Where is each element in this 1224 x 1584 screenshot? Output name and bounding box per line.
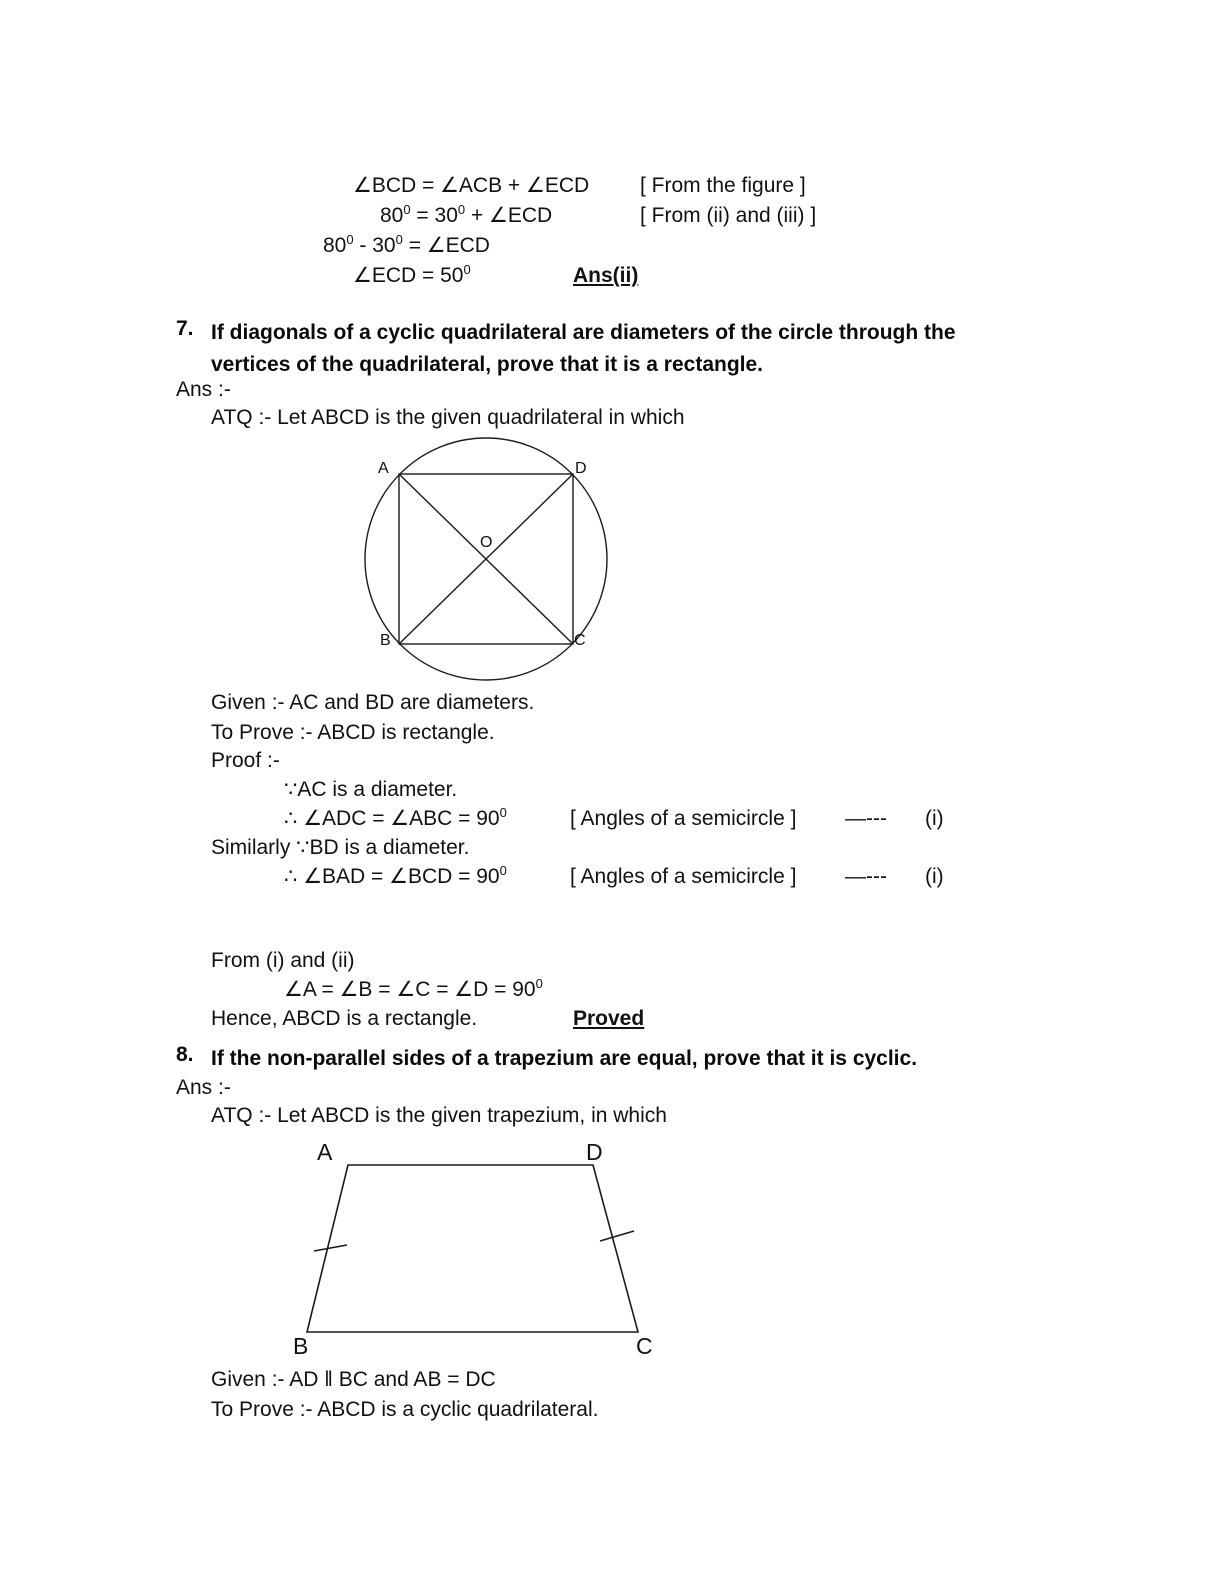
derivation-line-1-statement: ∠BCD = ∠ACB + ∠ECD — [353, 174, 590, 197]
vertex-label-b: B — [380, 632, 391, 649]
answer-tag-ans-ii: Ans(ii) — [573, 264, 639, 287]
question-8-number: 8. — [176, 1043, 194, 1066]
proof-line-2-dash: —--- — [845, 807, 887, 830]
vertex-label-d: D — [575, 460, 587, 477]
figure-circle-inscribed-rectangle — [363, 436, 611, 684]
derivation-line-4-statement — [353, 261, 471, 291]
proved-tag: Proved — [573, 1007, 645, 1030]
proof-line-2-ref: (i) — [925, 807, 944, 830]
question-7-hence-line: Hence, ABCD is a rectangle. — [211, 1007, 478, 1030]
line3-deg2: 0 — [395, 232, 403, 247]
question-7-title: If diagonals of a cyclic quadrilateral are diameters of the circle through the vertices of the quadrilateral, prove that it is a rectangle. — [211, 321, 956, 376]
proof-4-text: ∴ ∠BAD = ∠BCD = 90 — [284, 865, 500, 888]
tick-mark-ab — [314, 1245, 347, 1251]
line2-c: + ∠ECD — [465, 204, 553, 227]
derivation-line-2-statement — [380, 201, 552, 231]
line2-deg2: 0 — [457, 202, 466, 217]
question-7-to-prove: To Prove :- ABCD is rectangle. — [211, 721, 495, 744]
center-label-o: O — [480, 534, 493, 551]
question-7-given: Given :- AC and BD are diameters. — [211, 691, 535, 714]
question-8-title: If the non-parallel sides of a trapezium are equal, prove that it is cyclic. — [211, 1047, 918, 1070]
line3-a: 80 — [323, 234, 347, 257]
proof-line-2-reason: [ Angles of a semicircle ] — [570, 807, 797, 830]
proof-line-4-dash: —--- — [845, 865, 887, 888]
question-8-ans-label: Ans :- — [176, 1076, 231, 1099]
line4-deg: 0 — [463, 262, 471, 277]
question-8-atq: ATQ :- Let ABCD is the given trapezium, in which — [211, 1104, 667, 1127]
trapezium-figure-svg — [297, 1145, 657, 1355]
question-7-atq: ATQ :- Let ABCD is the given quadrilateral in which — [211, 406, 685, 429]
proof-4-deg: 0 — [499, 863, 507, 878]
derivation-line-3-statement — [323, 231, 490, 261]
derivation-line-2-note: [ From (ii) and (iii) ] — [640, 204, 817, 227]
trapezium-vertex-label-c: C — [636, 1333, 653, 1359]
proof-line-2-statement — [284, 804, 507, 834]
question-7-number: 7. — [176, 317, 194, 340]
proof-line-3-statement: Similarly ∵BD is a diameter. — [211, 836, 470, 859]
question-7-from-line: From (i) and (ii) — [211, 949, 355, 972]
trapezium-vertex-label-d: D — [586, 1139, 603, 1165]
line3-c: = ∠ECD — [402, 234, 490, 257]
line2-a: 80 — [380, 204, 404, 227]
question-7-angles-line — [284, 975, 543, 1005]
proof-line-4-reason: [ Angles of a semicircle ] — [570, 865, 797, 888]
line2-deg1: 0 — [403, 202, 411, 217]
vertex-label-a: A — [378, 460, 389, 477]
proof-line-1-statement: ∵AC is a diameter. — [284, 778, 458, 801]
line3-deg1: 0 — [346, 232, 354, 247]
angles-deg: 0 — [535, 976, 543, 991]
trapezium-vertex-label-b: B — [293, 1333, 309, 1359]
figure-trapezium-abcd — [293, 1139, 657, 1359]
proof-line-4-ref: (i) — [925, 865, 944, 888]
line2-b: = 30 — [410, 204, 458, 227]
trapezium-vertex-label-a: A — [317, 1139, 333, 1165]
question-7-proof-label: Proof :- — [211, 749, 280, 772]
derivation-line-1-note: [ From the figure ] — [640, 174, 806, 197]
vertex-label-c: C — [574, 632, 586, 649]
line3-b: - 30 — [353, 234, 396, 257]
proof-line-4-statement — [284, 862, 507, 892]
question-8-given: Given :- AD ‖ BC and AB = DC — [211, 1368, 496, 1391]
trapezium-outline — [307, 1165, 638, 1332]
proof-2-deg: 0 — [499, 805, 507, 820]
tick-mark-dc — [600, 1231, 634, 1241]
line4-a: ∠ECD = 50 — [353, 264, 464, 287]
proof-2-text: ∴ ∠ADC = ∠ABC = 90 — [284, 807, 500, 830]
angles-text: ∠A = ∠B = ∠C = ∠D = 90 — [284, 978, 536, 1001]
question-8-to-prove: To Prove :- ABCD is a cyclic quadrilateral. — [211, 1398, 599, 1421]
question-7-ans-label: Ans :- — [176, 378, 231, 401]
